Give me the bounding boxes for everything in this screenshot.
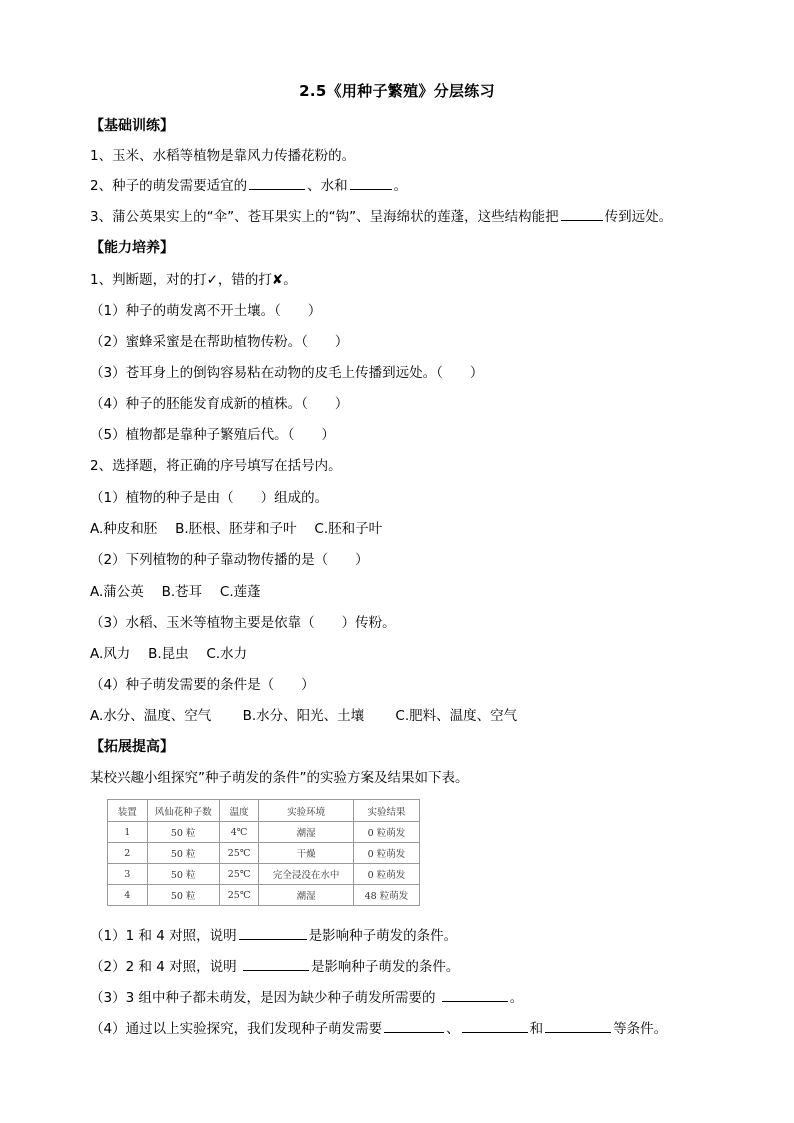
table-cell: 25℃ [219,864,259,885]
judge-item: （1）种子的萌发离不开土壤。（ ） [90,303,322,319]
table-header-cell: 实验环境 [259,800,354,822]
table-cell: 50 粒 [147,864,219,885]
basic-question-2 [90,176,407,196]
section-basic-heading: 【基础训练】 [90,118,174,134]
basic-q3-text-a: 3、蒲公英果实上的“伞”、苍耳果实上的“钩”、呈海绵状的莲蓬，这些结构能把 [90,209,559,225]
table-cell: 50 粒 [147,885,219,906]
table-cell: 0 粒萌发 [353,843,419,864]
answer-blank[interactable] [384,1019,444,1033]
choice-question: （2）下列植物的种子靠动物传播的是（ ） [90,552,369,568]
table-cell: 50 粒 [147,822,219,843]
table-cell: 2 [108,843,148,864]
choice-options: A.水分、温度、空气 B.水分、阳光、土壤 C.肥料、温度、空气 [90,708,518,724]
answer-blank[interactable] [561,207,603,221]
table-cell: 潮湿 [259,885,354,906]
extend-q1-text-a: （1）1 和 4 对照，说明 [90,928,237,944]
extend-q3-text-b: 。 [509,990,524,1006]
experiment-table [107,799,420,906]
answer-blank[interactable] [249,176,305,190]
table-cell: 25℃ [219,885,259,906]
table-cell: 48 粒萌发 [353,885,419,906]
answer-blank[interactable] [462,1019,528,1033]
extend-q4-text-c: 和 [529,1021,544,1037]
table-row [108,864,420,885]
table-cell: 4 [108,885,148,906]
basic-question-1: 1、玉米、水稻等植物是靠风力传播花粉的。 [90,148,356,164]
choice-question: （3）水稻、玉米等植物主要是依靠（ ）传粉。 [90,615,396,631]
table-header-cell: 实验结果 [353,800,419,822]
table-cell: 1 [108,822,148,843]
extend-q2-text-a: （2）2 和 4 对照，说明 [90,959,241,975]
table-cell: 0 粒萌发 [353,864,419,885]
basic-q2-text-c: 。 [393,178,408,194]
table-row [108,822,420,843]
extend-q4-text-a: （4）通过以上实验探究，我们发现种子萌发需要 [90,1021,383,1037]
table-cell: 3 [108,864,148,885]
extend-q4-text-d: 等条件。 [613,1021,668,1037]
extend-q3-text-a: （3）3 组中种子都未萌发，是因为缺少种子萌发所需要的 [90,990,440,1006]
section-extend-heading: 【拓展提高】 [90,739,174,755]
answer-blank[interactable] [442,988,508,1002]
judge-item: （2）蜜蜂采蜜是在帮助植物传粉。（ ） [90,334,349,350]
choice-question: （1）植物的种子是由（ ）组成的。 [90,490,329,506]
table-row [108,843,420,864]
basic-q2-text-a: 2、种子的萌发需要适宜的 [90,178,248,194]
choice-heading: 2、选择题，将正确的序号填写在括号内。 [90,458,342,474]
table-cell: 4℃ [219,822,259,843]
extend-q2-text-b: 是影响种子萌发的条件。 [310,959,460,975]
choice-options: A.蒲公英 B.苍耳 C.莲蓬 [90,584,261,600]
extend-question-1 [90,926,457,946]
basic-q2-text-b: 、水和 [307,178,348,194]
table-cell: 50 粒 [147,843,219,864]
answer-blank[interactable] [545,1019,611,1033]
choice-question: （4）种子萌发需要的条件是（ ） [90,677,315,693]
choice-options: A.风力 B.昆虫 C.水力 [90,646,248,662]
basic-question-3 [90,207,672,227]
extend-q1-text-b: 是影响种子萌发的条件。 [308,928,458,944]
table-cell: 完全浸没在水中 [259,864,354,885]
judge-item: （3）苍耳身上的倒钩容易粘在动物的皮毛上传播到远处。（ ） [90,365,484,381]
judge-item: （4）种子的胚能发育成新的植株。（ ） [90,396,349,412]
page-title: 2.5《用种子繁殖》分层练习 [299,82,495,100]
choice-options: A.种皮和胚 B.胚根、胚芽和子叶 C.胚和子叶 [90,521,383,537]
table-cell: 25℃ [219,843,259,864]
basic-q3-text-b: 传到远处。 [604,209,673,225]
table-header-cell: 装置 [108,800,148,822]
extend-question-4 [90,1019,667,1039]
table-row [108,885,420,906]
table-cell: 潮湿 [259,822,354,843]
judge-heading: 1、判断题，对的打✓，错的打✘。 [90,272,297,288]
table-header-cell: 温度 [219,800,259,822]
answer-blank[interactable] [243,957,309,971]
table-header-row [108,800,420,822]
table-cell: 干燥 [259,843,354,864]
table-cell: 0 粒萌发 [353,822,419,843]
answer-blank[interactable] [350,176,392,190]
table-header-cell: 风仙花种子数 [147,800,219,822]
experiment-intro: 某校兴趣小组探究”种子萌发的条件”的实验方案及结果如下表。 [90,770,469,786]
extend-q4-text-b: 、 [446,1021,460,1037]
extend-question-2 [90,957,459,977]
section-ability-heading: 【能力培养】 [90,240,174,256]
judge-item: （5）植物都是靠种子繁殖后代。（ ） [90,427,335,443]
extend-question-3 [90,988,523,1008]
answer-blank[interactable] [239,926,307,940]
